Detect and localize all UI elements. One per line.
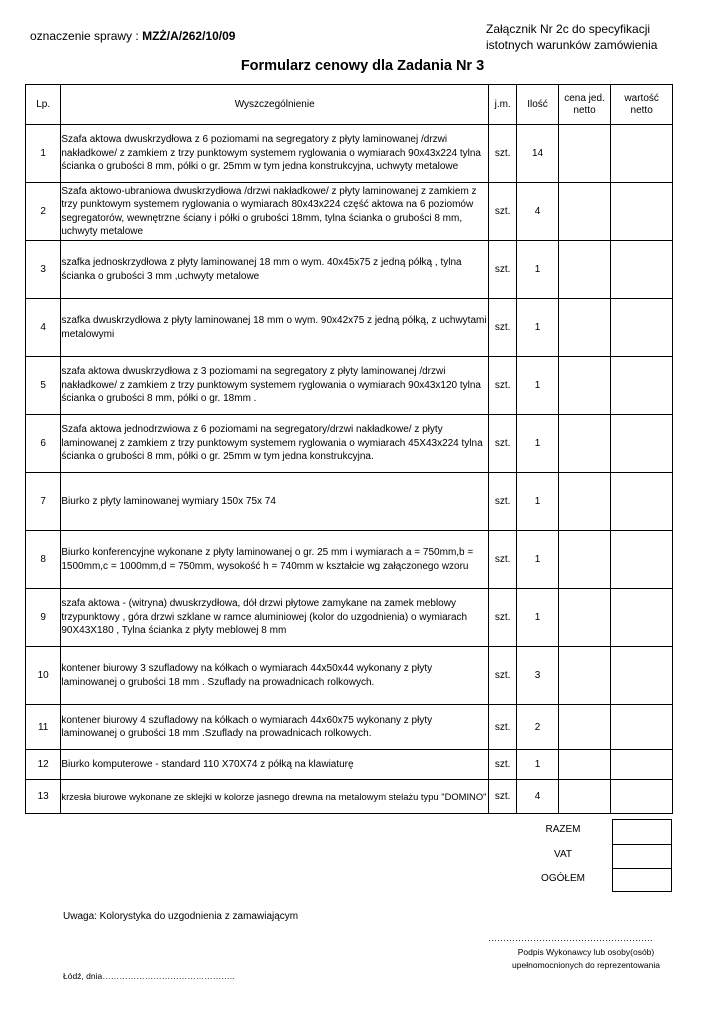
summary-razem-label: RAZEM <box>545 824 581 835</box>
table-row <box>26 531 673 589</box>
row-unit: szt. <box>489 473 517 531</box>
col-jm-header: j.m. <box>489 85 517 125</box>
table-row <box>26 589 673 647</box>
row-quantity: 4 <box>517 780 558 814</box>
row-description: Szafa aktowa dwuskrzydłowa z 6 poziomami na segregatory z płyty laminowanej /drzwi nakładkowe/ z zamkiem z trzy punktowym systemem ryglowania o wymiarach 90x43x224 tylna ścianka o grubości 8 mm, półki o gr. 25mm w tym jedna konstrukcyjna, uchwyty metalowe <box>61 125 489 183</box>
row-unit-price-cell[interactable] <box>558 473 611 531</box>
table-header-row <box>26 85 673 125</box>
row-lp: 7 <box>26 473 61 531</box>
row-value-cell[interactable] <box>611 183 673 241</box>
color-note: Uwaga: Kolorystyka do uzgodnienia z zamawiającym <box>63 911 299 922</box>
row-quantity: 1 <box>517 299 558 357</box>
place-date: Łódź, dnia……………………………………….. <box>63 971 235 981</box>
row-description: szafa aktowa - (witryna) dwuskrzydłowa, dół drzwi płytowe zamykane na zamek meblowy trzypunktowy , góra drzwi szklane w ramce aluminiowej (kolor do uzgodnienia) o wymiarach 90X43X180 , Tylna ścianka z płyty meblowej 8 mm <box>61 589 489 647</box>
table-row <box>26 357 673 415</box>
row-quantity: 3 <box>517 647 558 705</box>
row-lp: 9 <box>26 589 61 647</box>
row-unit-price-cell[interactable] <box>558 589 611 647</box>
row-lp: 5 <box>26 357 61 415</box>
row-unit: szt. <box>489 125 517 183</box>
row-quantity: 1 <box>517 750 558 780</box>
summary-ogolem-label: OGÓŁEM <box>541 873 585 884</box>
table-row <box>26 780 673 814</box>
row-unit: szt. <box>489 750 517 780</box>
table-row <box>26 750 673 780</box>
row-unit: szt. <box>489 299 517 357</box>
row-unit-price-cell[interactable] <box>558 125 611 183</box>
row-unit: szt. <box>489 780 517 814</box>
row-lp: 3 <box>26 241 61 299</box>
row-unit-price-cell[interactable] <box>558 183 611 241</box>
row-description: kontener biurowy 4 szufladowy na kółkach o wymiarach 44x60x75 wykonany z płyty laminowanej o grubości 18 mm .Szuflady na prowadnicach rolkowych. <box>61 705 489 750</box>
summary-vat-label: VAT <box>554 849 572 860</box>
attachment-note <box>486 21 706 53</box>
table-row <box>26 299 673 357</box>
row-unit-price-cell[interactable] <box>558 531 611 589</box>
row-value-cell[interactable] <box>611 647 673 705</box>
row-lp: 13 <box>26 780 61 814</box>
col-price-header <box>558 85 611 125</box>
col-qty-header: Ilość <box>517 85 558 125</box>
row-value-cell[interactable] <box>611 473 673 531</box>
signature-line: ………………………………………………. <box>488 933 653 943</box>
col-lp-header: Lp. <box>26 85 61 125</box>
row-description: Biurko komputerowe - standard 110 X70X74 z półką na klawiaturę <box>61 750 489 780</box>
price-table <box>25 84 673 814</box>
table-row <box>26 705 673 750</box>
row-description: Biurko z płyty laminowanej wymiary 150x 75x 74 <box>61 473 489 531</box>
signature-caption <box>486 946 686 972</box>
row-quantity: 2 <box>517 705 558 750</box>
row-unit: szt. <box>489 241 517 299</box>
attachment-line-1: Załącznik Nr 2c do specyfikacji <box>486 22 651 36</box>
row-quantity: 1 <box>517 241 558 299</box>
row-description: Szafa aktowa jednodrzwiowa z 6 poziomami na segregatory/drzwi nakładkowe/ z płyty laminowanej z zamkiem z trzy punktowym systemem ryglowania o wymiarach 45X43x224 tylna ścianka o grubości 8 mm, półki o gr. 25mm w tym jedna konstrukcyjna. <box>61 415 489 473</box>
row-lp: 12 <box>26 750 61 780</box>
col-value-header <box>611 85 673 125</box>
row-unit: szt. <box>489 183 517 241</box>
row-lp: 2 <box>26 183 61 241</box>
row-lp: 8 <box>26 531 61 589</box>
row-quantity: 1 <box>517 589 558 647</box>
col-value-header-line2: netto <box>630 104 653 116</box>
row-unit: szt. <box>489 647 517 705</box>
case-code: MZŻ/A/262/10/09 <box>142 29 236 43</box>
case-label: oznaczenie sprawy : <box>30 29 139 43</box>
row-value-cell[interactable] <box>611 705 673 750</box>
row-description: szafa aktowa dwuskrzydłowa z 3 poziomami na segregatory z płyty laminowanej /drzwi nakładkowe/ z zamkiem z trzy punktowym systemem ryglowania o wymiarach 90x43x120 tylna ścianka o grubości 8 mm, półki o gr. 18mm . <box>61 357 489 415</box>
summary-ogolem-cell[interactable] <box>612 868 672 892</box>
signature-caption-line2: upełnomocnionych do reprezentowania <box>512 960 660 970</box>
page-title: Formularz cenowy dla Zadania Nr 3 <box>240 58 485 74</box>
row-description: szafka dwuskrzydłowa z płyty laminowanej 18 mm o wym. 90x42x75 z jedną półką, z uchwytami metalowymi <box>61 299 489 357</box>
table-row <box>26 647 673 705</box>
row-unit-price-cell[interactable] <box>558 415 611 473</box>
row-quantity: 1 <box>517 415 558 473</box>
col-price-header-line1: cena jed. <box>564 92 605 104</box>
row-value-cell[interactable] <box>611 241 673 299</box>
row-unit: szt. <box>489 531 517 589</box>
col-value-header-line1: wartość <box>624 92 659 104</box>
row-value-cell[interactable] <box>611 750 673 780</box>
attachment-line-2: istotnych warunków zamówienia <box>486 38 658 52</box>
col-price-header-line2: netto <box>573 104 596 116</box>
row-lp: 6 <box>26 415 61 473</box>
row-value-cell[interactable] <box>611 531 673 589</box>
row-unit-price-cell[interactable] <box>558 241 611 299</box>
row-value-cell[interactable] <box>611 299 673 357</box>
table-row <box>26 473 673 531</box>
row-lp: 4 <box>26 299 61 357</box>
row-description: kontener biurowy 3 szufladowy na kółkach o wymiarach 44x50x44 wykonany z płyty laminowanej o grubości 18 mm . Szuflady na prowadnicach rolkowych. <box>61 647 489 705</box>
row-quantity: 14 <box>517 125 558 183</box>
row-value-cell[interactable] <box>611 415 673 473</box>
table-row <box>26 183 673 241</box>
table-row <box>26 415 673 473</box>
col-desc-header: Wyszczególnienie <box>61 85 489 125</box>
row-unit: szt. <box>489 705 517 750</box>
row-lp: 1 <box>26 125 61 183</box>
row-unit: szt. <box>489 589 517 647</box>
row-unit-price-cell[interactable] <box>558 780 611 814</box>
row-lp: 10 <box>26 647 61 705</box>
row-quantity: 1 <box>517 357 558 415</box>
row-description: szafka jednoskrzydłowa z płyty laminowanej 18 mm o wym. 40x45x75 z jedną półką , tylna ścianka o grubości 3 mm ,uchwyty metalowe <box>61 241 489 299</box>
row-unit-price-cell[interactable] <box>558 705 611 750</box>
row-quantity: 1 <box>517 531 558 589</box>
row-value-cell[interactable] <box>611 125 673 183</box>
row-value-cell[interactable] <box>611 589 673 647</box>
signature-caption-line1: Podpis Wykonawcy lub osoby(osób) <box>517 947 655 957</box>
row-quantity: 4 <box>517 183 558 241</box>
case-reference <box>30 29 235 43</box>
row-unit-price-cell[interactable] <box>558 647 611 705</box>
row-value-cell[interactable] <box>611 780 673 814</box>
summary-razem-cell[interactable] <box>612 819 672 845</box>
table-row <box>26 125 673 183</box>
row-unit-price-cell[interactable] <box>558 750 611 780</box>
table-row <box>26 241 673 299</box>
row-description: Biurko konferencyjne wykonane z płyty laminowanej o gr. 25 mm i wymiarach a = 750mm,b = 1500mm,c = 1000mm,d = 750mm, wysokość h = 740mm w kształcie wg załączonego wzoru <box>61 531 489 589</box>
row-value-cell[interactable] <box>611 357 673 415</box>
row-unit: szt. <box>489 415 517 473</box>
row-quantity: 1 <box>517 473 558 531</box>
row-lp: 11 <box>26 705 61 750</box>
row-unit: szt. <box>489 357 517 415</box>
summary-vat-cell[interactable] <box>612 844 672 869</box>
row-description: Szafa aktowo-ubraniowa dwuskrzydłowa /drzwi nakładkowe/ z płyty laminowanej z zamkiem z trzy punktowym systemem ryglowania o wymiarach 80x43x224 część aktowa na 6 poziomów segregatorów, wewnętrzne ściany i półki o grubości 18mm, tylna ścianka o grubości 8 mm, uchwyty metalowe <box>61 183 489 241</box>
row-unit-price-cell[interactable] <box>558 357 611 415</box>
row-unit-price-cell[interactable] <box>558 299 611 357</box>
row-description: krzesła biurowe wykonane ze sklejki w kolorze jasnego drewna na metalowym stelażu typu "DOMINO" <box>61 780 489 814</box>
